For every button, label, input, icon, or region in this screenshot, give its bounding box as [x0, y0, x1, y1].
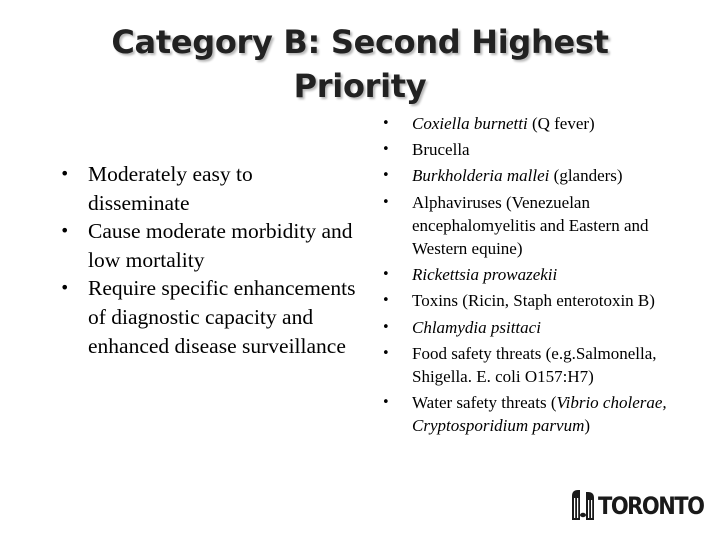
list-item: [380, 342, 680, 388]
bullet-icon: •: [382, 194, 390, 210]
bullet-icon: •: [382, 319, 390, 335]
slide-title: [60, 20, 660, 108]
bullet-text: Moderately easy to disseminate: [88, 162, 253, 215]
right-bullet-list: [380, 112, 680, 441]
left-bullet-list: [58, 160, 358, 360]
list-item: [380, 263, 680, 286]
bullet-text: Require specific enhancements of diagnostic capacity and enhanced disease surveillance: [88, 276, 356, 358]
list-item: [58, 160, 358, 217]
bullet-icon: •: [382, 168, 390, 184]
toronto-city-hall-icon: [570, 488, 596, 520]
bullet-text: Water safety threats (: [412, 393, 557, 413]
bullet-text: Alphaviruses (Venezuelan encephalomyelitis and Eastern and Western equine): [412, 192, 649, 259]
bullet-icon: •: [382, 395, 390, 411]
list-item: [380, 164, 680, 187]
bullet-text: (Q fever): [527, 114, 595, 133]
bullet-text: (glanders): [549, 166, 623, 186]
list-item: [380, 316, 680, 339]
organism-name: Rickettsia prowazekii: [412, 265, 558, 285]
toronto-logo: [570, 486, 704, 520]
organism-name: Burkholderia mallei: [412, 166, 550, 186]
list-item: [380, 289, 680, 312]
list-item: [380, 138, 680, 161]
bullet-icon: •: [382, 293, 390, 309]
bullet-icon: •: [382, 142, 390, 158]
bullet-text: Brucella: [412, 140, 470, 160]
organism-name: Chlamydia psittaci: [412, 317, 541, 337]
bullet-text: Toxins (Ricin, Staph enterotoxin B): [412, 291, 655, 311]
list-item: [58, 217, 358, 274]
bullet-icon: •: [60, 164, 70, 183]
bullet-icon: •: [382, 267, 390, 283]
organism-name: Coxiella burnetti: [412, 114, 528, 133]
list-item: [380, 191, 680, 261]
bullet-icon: •: [382, 345, 390, 361]
bullet-text: Food safety threats (e.g.Salmonella, Shigella. E. coli O157:H7): [412, 343, 657, 387]
bullet-icon: •: [60, 278, 70, 298]
organism-name: Vibrio cholerae, Cryptosporidium parvum: [412, 393, 667, 436]
bullet-icon: •: [382, 116, 390, 131]
logo-wordmark: TORONTO: [598, 492, 704, 520]
bullet-icon: •: [60, 221, 70, 241]
bullet-text-end: ): [584, 416, 591, 436]
bullet-text: Cause moderate morbidity and low mortality: [88, 219, 353, 272]
list-item: [380, 112, 680, 135]
slide-title-line-1: Category B: Second Highest: [111, 23, 609, 61]
list-item: [58, 274, 358, 360]
list-item: [380, 391, 680, 437]
slide-title-line-2: Priority: [293, 67, 427, 105]
